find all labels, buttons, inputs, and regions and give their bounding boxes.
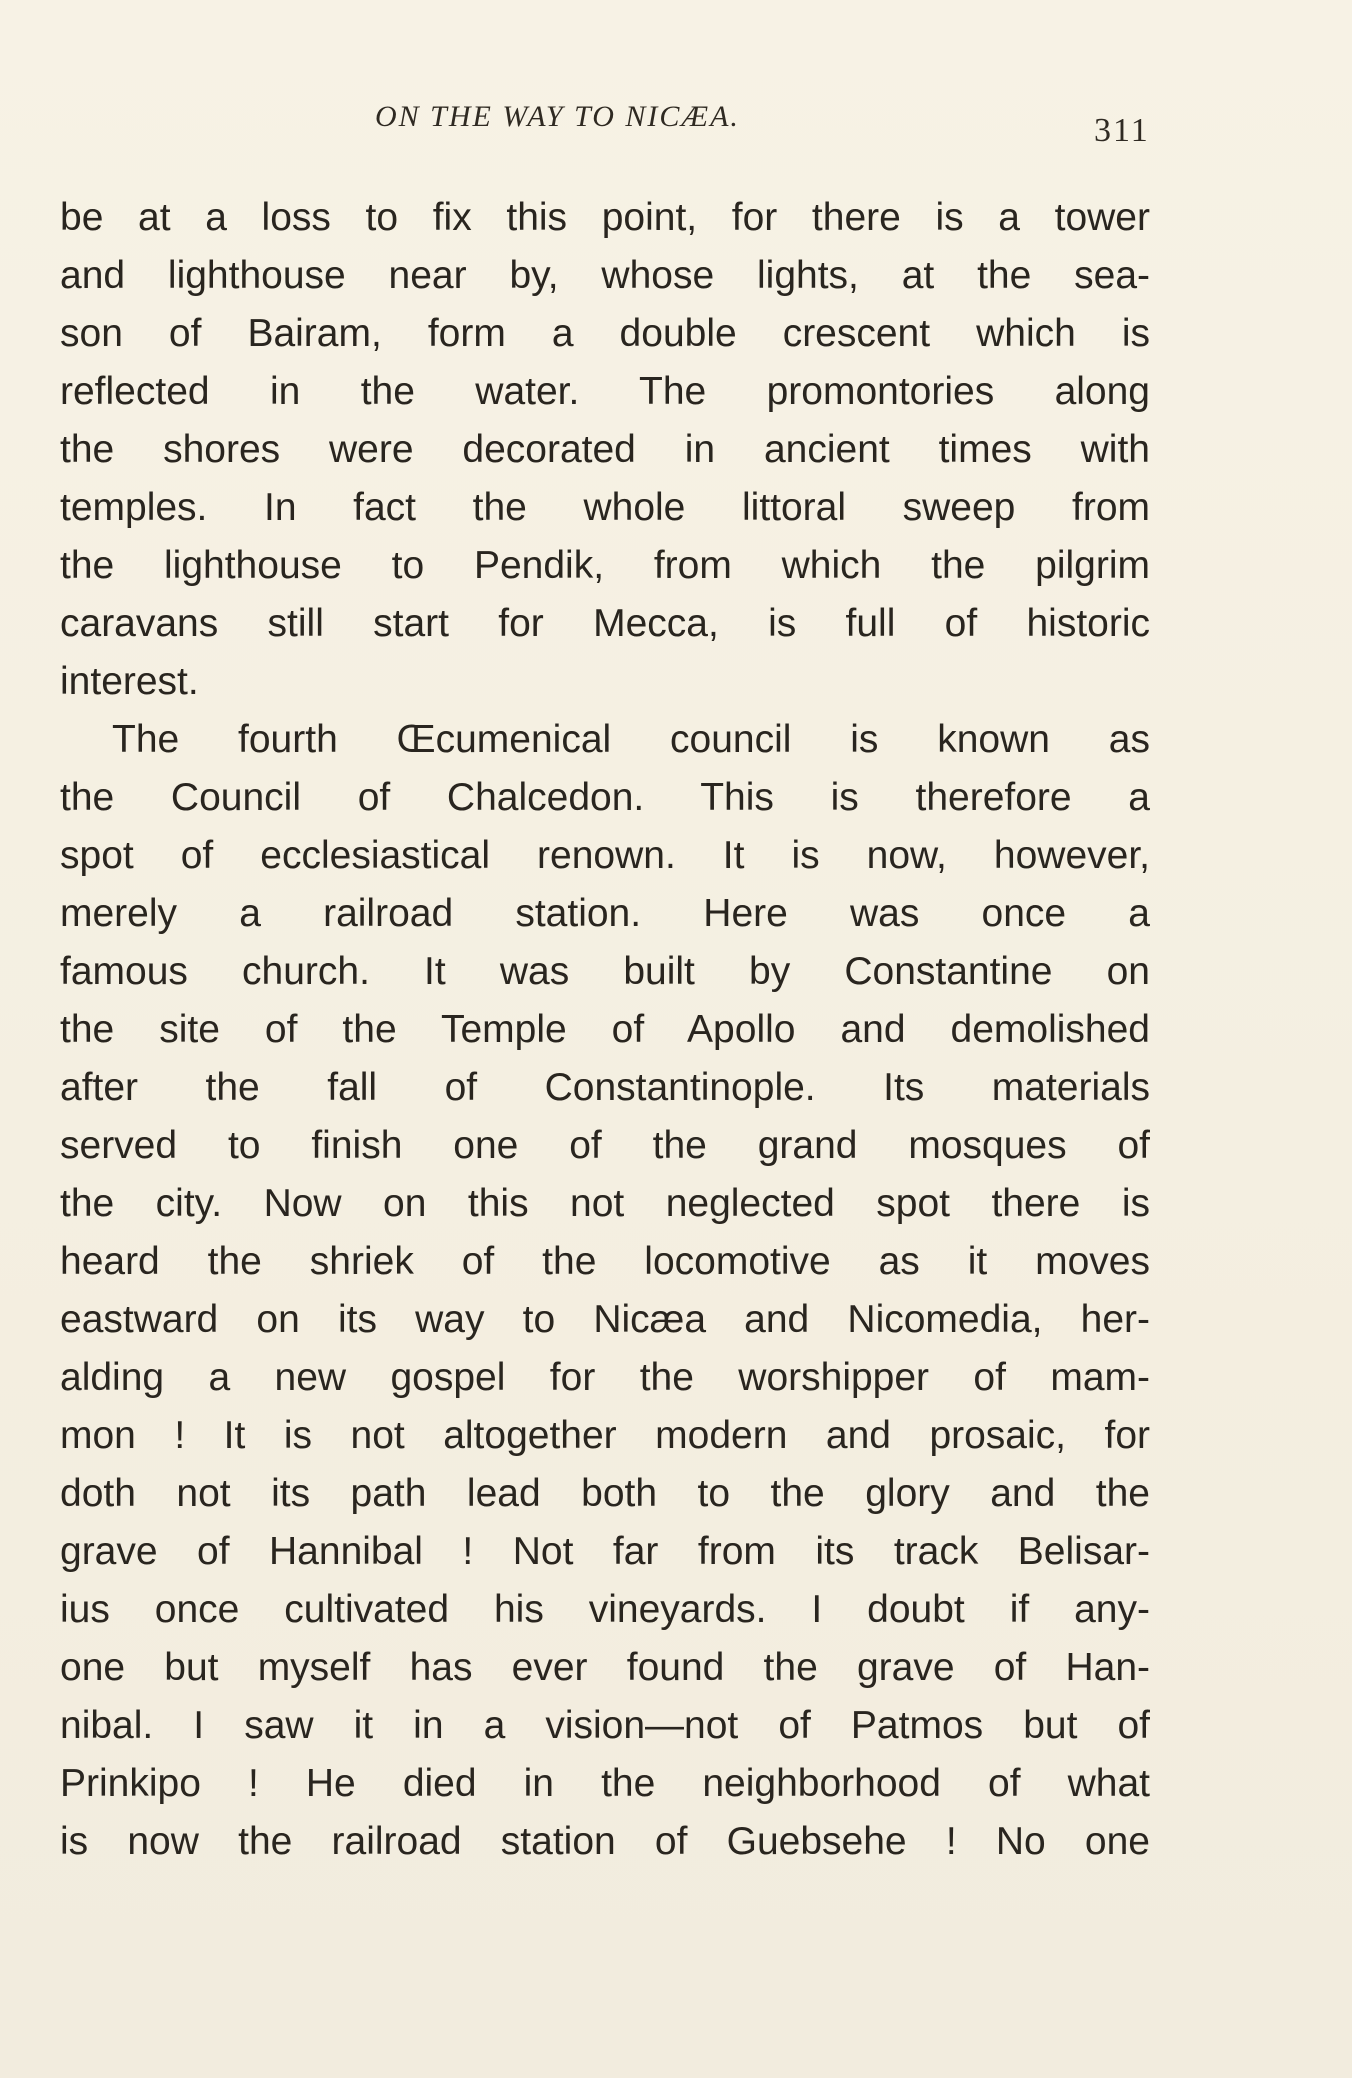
- text-line: son of Bairam, form a double crescent which is: [60, 312, 1150, 355]
- text-line: the site of the Temple of Apollo and demolished: [60, 1008, 1150, 1051]
- text-line: the city. Now on this not neglected spot there is: [60, 1182, 1150, 1225]
- text-line: one but myself has ever found the grave of Han-: [60, 1646, 1150, 1689]
- text-line: the Council of Chalcedon. This is therefore a: [60, 776, 1150, 819]
- text-line: Prinkipo ! He died in the neighborhood of what: [60, 1762, 1150, 1805]
- text-line: the shores were decorated in ancient times with: [60, 428, 1150, 471]
- running-header: [0, 100, 1352, 160]
- text-line: eastward on its way to Nicæa and Nicomedia, her-: [60, 1298, 1150, 1341]
- text-line: temples. In fact the whole littoral sweep from: [60, 486, 1150, 529]
- paragraph-end-line: interest.: [60, 660, 199, 703]
- text-line: after the fall of Constantinople. Its materials: [60, 1066, 1150, 1109]
- paragraph-first-line: The fourth Œcumenical council is known as: [112, 718, 1150, 761]
- text-line: be at a loss to fix this point, for there is a tower: [60, 196, 1150, 239]
- text-line: famous church. It was built by Constantine on: [60, 950, 1150, 993]
- text-line: and lighthouse near by, whose lights, at the sea-: [60, 254, 1150, 297]
- text-line: nibal. I saw it in a vision—not of Patmos but of: [60, 1704, 1150, 1747]
- text-line: alding a new gospel for the worshipper of mam-: [60, 1356, 1150, 1399]
- text-line: merely a railroad station. Here was once a: [60, 892, 1150, 935]
- page-number: 311: [1094, 112, 1150, 149]
- running-title: ON THE WAY TO NICÆA.: [375, 100, 740, 133]
- text-line: served to finish one of the grand mosques of: [60, 1124, 1150, 1167]
- text-line: the lighthouse to Pendik, from which the pilgrim: [60, 544, 1150, 587]
- text-line: is now the railroad station of Guebsehe ! No one: [60, 1820, 1150, 1863]
- text-line: reflected in the water. The promontories along: [60, 370, 1150, 413]
- text-line: doth not its path lead both to the glory and the: [60, 1472, 1150, 1515]
- text-line: ius once cultivated his vineyards. I doubt if any-: [60, 1588, 1150, 1631]
- body-text: [60, 189, 1150, 1871]
- text-line: grave of Hannibal ! Not far from its track Belisar-: [60, 1530, 1150, 1573]
- text-line: caravans still start for Mecca, is full of historic: [60, 602, 1150, 645]
- text-line: mon ! It is not altogether modern and prosaic, for: [60, 1414, 1150, 1457]
- text-line: spot of ecclesiastical renown. It is now, however,: [60, 834, 1150, 877]
- text-line: heard the shriek of the locomotive as it moves: [60, 1240, 1150, 1283]
